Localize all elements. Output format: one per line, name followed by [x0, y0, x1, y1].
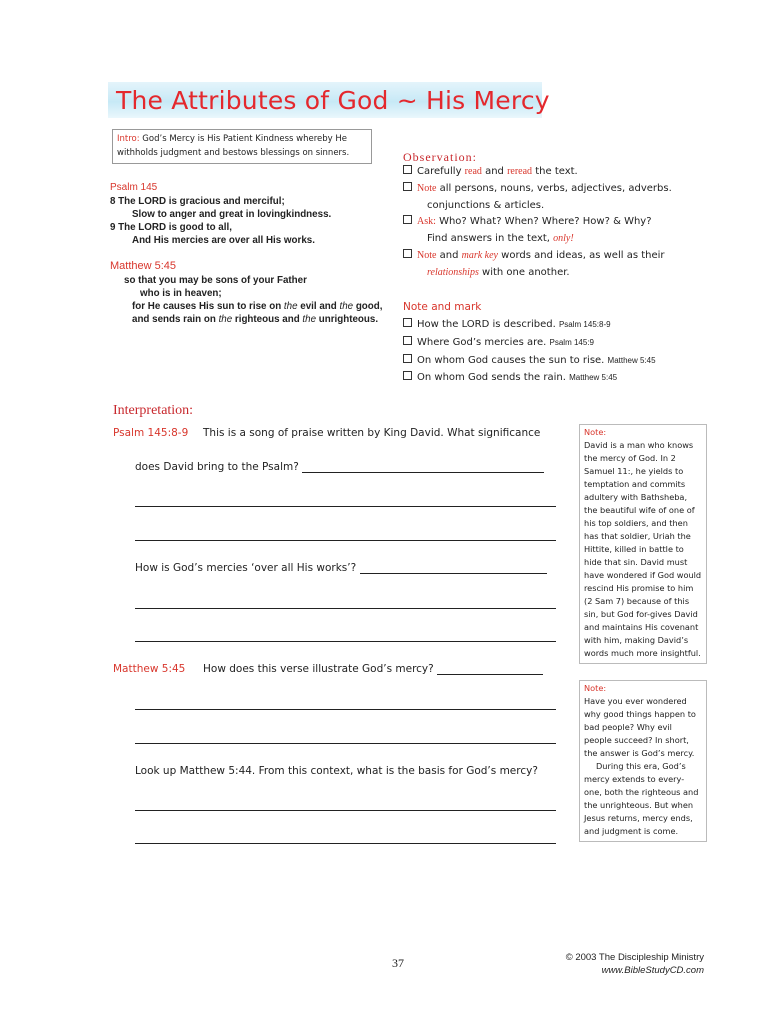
question-4: Look up Matthew 5:44. From this context, what is the basis for God’s mercy?: [135, 765, 538, 777]
footer-url[interactable]: www.BibleStudyCD.com: [601, 965, 704, 976]
checkbox-icon: [403, 182, 412, 191]
note-mark-item: Where God’s mercies are. Psalm 145:9: [403, 334, 656, 352]
side-note-text: Have you ever wondered why good things happen to bad people? Why evil people succeed? In short, the answer is God’s mercy.: [584, 696, 696, 758]
page-number: 37: [392, 956, 404, 970]
checkbox-icon: [403, 318, 412, 327]
side-note-text: David is a man who knows the mercy of God. In 2 Samuel 11:, he yields to temptation and commits adultery with Bathsheba, the beautiful wife of one of his top soldiers, and then has that soldier, Uriah the Hittite, killed in battle to hide that sin. David must have wondered if God would rescind His promise to him (2 Sam 7) because of this sin, but God for-gives David and maintains His covenant with him, making David’s words much more insightful.: [584, 440, 702, 658]
matthew-line-2: who is in heaven;: [140, 288, 222, 299]
answer-blank[interactable]: [360, 562, 547, 574]
checkbox-icon: [403, 371, 412, 380]
psalm-verse-8: 8 The LORD is gracious and merciful;: [110, 196, 285, 207]
matthew-ref: Matthew 5:45: [110, 260, 177, 272]
side-note-label: Note:: [584, 683, 607, 693]
observation-item-2: Note all persons, nouns, verbs, adjectives, adverbs.: [403, 181, 672, 198]
observation-title: Observation:: [403, 150, 477, 164]
answer-line[interactable]: [135, 810, 556, 811]
page-title: The Attributes of God ~ His Mercy: [116, 86, 550, 115]
side-note-mercy: [579, 680, 707, 842]
answer-line[interactable]: [135, 641, 556, 642]
question-3: Matthew 5:45 How does this verse illustrate God’s mercy?: [113, 663, 543, 675]
checkbox-icon: [403, 336, 412, 345]
note-mark-item: On whom God causes the sun to rise. Matthew 5:45: [403, 352, 656, 370]
answer-line[interactable]: [135, 743, 556, 744]
question-2: How is God’s mercies ‘over all His works’?: [135, 562, 547, 574]
checkbox-icon: [403, 165, 412, 174]
matthew-line-1: so that you may be sons of your Father: [124, 275, 307, 286]
answer-blank[interactable]: [302, 461, 544, 473]
psalm-verse-9b: And His mercies are over all His works.: [132, 235, 315, 246]
note-and-mark-title: Note and mark: [403, 301, 482, 313]
psalm-ref: Psalm 145: [110, 182, 158, 193]
matthew-line-4: and sends rain on the righteous and the unrighteous.: [132, 314, 379, 325]
observation-list: [403, 164, 672, 282]
psalm-verse-9: 9 The LORD is good to all,: [110, 222, 232, 233]
psalm-verse-8b: Slow to anger and great in lovingkindness.: [132, 209, 332, 220]
note-and-mark-list: [403, 316, 656, 387]
interpretation-title: Interpretation:: [113, 403, 194, 418]
answer-line[interactable]: [135, 843, 556, 844]
intro-text: God’s Mercy is His Patient Kindness whereby He withholds judgment and bestows blessings on sinners.: [117, 134, 350, 158]
checkbox-icon: [403, 249, 412, 258]
observation-item-4-cont: relationships with one another.: [427, 266, 570, 278]
note-mark-item: How the LORD is described. Psalm 145:8-9: [403, 316, 656, 334]
side-note-label: Note:: [584, 427, 607, 437]
answer-line[interactable]: [135, 709, 556, 710]
answer-blank[interactable]: [437, 663, 543, 675]
intro-box: [112, 129, 372, 164]
answer-line[interactable]: [135, 506, 556, 507]
answer-line[interactable]: [135, 608, 556, 609]
question-3-ref: Matthew 5:45: [113, 663, 186, 675]
side-note-text-2: During this era, God’s mercy extends to every-one, both the righteous and the unrighteous. But when Jesus returns, mercy ends, and judgment is come.: [584, 761, 699, 836]
observation-item-1: Carefully read and reread the text.: [403, 164, 672, 181]
checkbox-icon: [403, 354, 412, 363]
intro-label: Intro:: [117, 134, 140, 144]
matthew-line-3: for He causes His sun to rise on the evil and the good,: [132, 301, 383, 312]
question-1-text: This is a song of praise written by King David. What significance: [203, 427, 541, 439]
footer-copyright: © 2003 The Discipleship Ministry www.BibleStudyCD.com: [565, 952, 704, 976]
question-1-ref: Psalm 145:8-9: [113, 427, 189, 439]
observation-item-4: Note and mark key words and ideas, as well as their: [403, 248, 672, 265]
question-1: [113, 427, 540, 439]
observation-item-2-cont: conjunctions & articles.: [427, 199, 545, 211]
question-1-cont: does David bring to the Psalm?: [135, 461, 544, 473]
observation-item-3: Ask: Who? What? When? Where? How? & Why?: [403, 214, 672, 231]
observation-item-3-cont: Find answers in the text, only!: [427, 233, 574, 245]
side-note-david: [579, 424, 707, 664]
checkbox-icon: [403, 215, 412, 224]
answer-line[interactable]: [135, 540, 556, 541]
note-mark-item: On whom God sends the rain. Matthew 5:45: [403, 369, 656, 387]
